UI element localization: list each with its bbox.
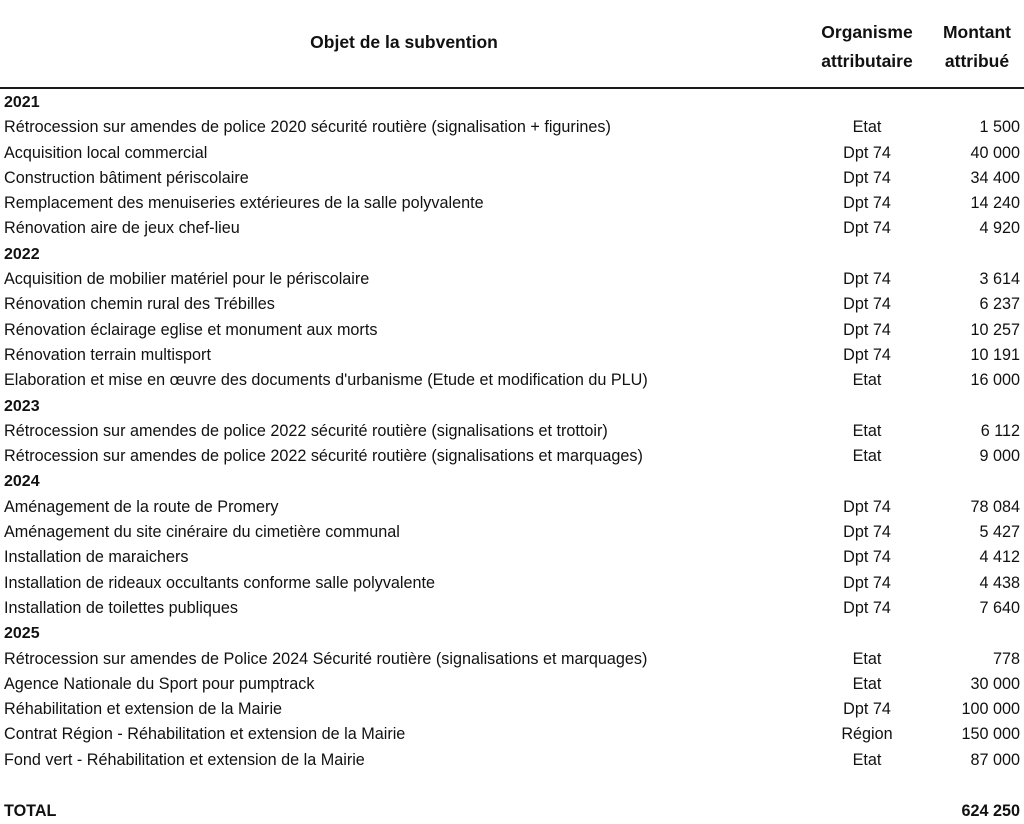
subsidy-object: Remplacement des menuiseries extérieures de la salle polyvalente (4, 194, 484, 213)
subsidy-organism: Etat (852, 649, 882, 668)
table-row (0, 444, 1024, 469)
year-group-row (0, 469, 1024, 494)
table-row (0, 318, 1024, 343)
subsidy-organism: Dpt 74 (843, 320, 891, 339)
subsidy-amount: 150 000 (961, 725, 1020, 744)
subsidy-amount: 87 000 (970, 750, 1020, 769)
year-label: 2022 (4, 245, 40, 263)
subsidy-amount: 1 500 (979, 118, 1020, 137)
table-row (0, 722, 1024, 747)
total-amount: 624 250 (961, 802, 1020, 820)
subsidy-amount: 4 920 (979, 219, 1020, 238)
subsidy-object: Rétrocession sur amendes de Police 2024 Sécurité routière (signalisations et marquages) (4, 649, 648, 668)
subsidy-organism: Etat (852, 371, 882, 390)
subsidy-amount: 16 000 (970, 371, 1020, 390)
subsidy-organism: Dpt 74 (843, 548, 891, 567)
subsidy-organism: Dpt 74 (843, 168, 891, 187)
subsidy-amount: 6 112 (980, 421, 1020, 440)
table-row (0, 368, 1024, 393)
table-body (0, 90, 1024, 773)
header-object: Objet de la subvention (310, 32, 498, 52)
year-group-row (0, 242, 1024, 267)
year-group-row (0, 621, 1024, 646)
subsidy-organism: Etat (852, 421, 882, 440)
subsidy-organism: Région (841, 725, 893, 744)
header-divider (0, 87, 1024, 89)
table-row (0, 141, 1024, 166)
subsidy-organism: Dpt 74 (843, 598, 891, 617)
subsidy-organism: Etat (852, 674, 882, 693)
header-amount-line2: attribué (944, 51, 1010, 71)
subsidy-amount: 10 191 (970, 345, 1020, 364)
year-group-row (0, 90, 1024, 115)
table-row (0, 292, 1024, 317)
header-organism-line2: attributaire (821, 51, 913, 71)
subsidy-object: Acquisition local commercial (4, 143, 208, 162)
table-row (0, 115, 1024, 140)
subsidy-organism: Dpt 74 (843, 700, 891, 719)
subsidy-object: Acquisition de mobilier matériel pour le périscolaire (4, 270, 370, 289)
table-row (0, 545, 1024, 570)
subsidy-amount: 30 000 (970, 674, 1020, 693)
subsidy-object: Rétrocession sur amendes de police 2020 sécurité routière (signalisation + figurines) (4, 118, 611, 137)
subsidy-amount: 3 614 (979, 270, 1020, 289)
subsidy-object: Rétrocession sur amendes de police 2022 sécurité routière (signalisations et marquages) (4, 447, 643, 466)
table-header (0, 0, 1024, 88)
subsidy-object: Elaboration et mise en œuvre des documents d'urbanisme (Etude et modification du PLU) (4, 371, 648, 390)
subsidy-organism: Dpt 74 (843, 143, 891, 162)
year-label: 2023 (4, 397, 40, 415)
subsidy-amount: 778 (992, 649, 1020, 668)
subsidy-amount: 9 000 (979, 447, 1020, 466)
header-amount-line1: Montant (942, 22, 1012, 42)
subsidy-organism: Etat (852, 118, 882, 137)
header-organism (806, 18, 928, 76)
table-row (0, 697, 1024, 722)
subsidy-amount: 100 000 (961, 700, 1020, 719)
table-row (0, 647, 1024, 672)
subsidy-amount: 4 412 (979, 548, 1020, 567)
subsidy-organism: Dpt 74 (843, 270, 891, 289)
table-row (0, 419, 1024, 444)
subsidy-organism: Dpt 74 (843, 573, 891, 592)
subsidy-organism: Dpt 74 (843, 345, 891, 364)
subsidy-object: Contrat Région - Réhabilitation et extension de la Mairie (4, 725, 406, 744)
subsidy-object: Rénovation chemin rural des Trébilles (4, 295, 275, 314)
subsidy-amount: 5 427 (979, 523, 1020, 542)
subsidy-organism: Dpt 74 (843, 497, 891, 516)
subsidy-amount: 78 084 (970, 497, 1020, 516)
subsidy-object: Installation de maraichers (4, 548, 189, 567)
table-row (0, 495, 1024, 520)
total-label: TOTAL (4, 802, 57, 820)
subsidy-object: Réhabilitation et extension de la Mairie (4, 700, 283, 719)
subsidy-object: Rénovation terrain multisport (4, 345, 211, 364)
table-row (0, 343, 1024, 368)
subsidy-amount: 14 240 (970, 194, 1020, 213)
table-row (0, 191, 1024, 216)
subsidy-object: Construction bâtiment périscolaire (4, 168, 249, 187)
subsidy-object: Agence Nationale du Sport pour pumptrack (4, 674, 315, 693)
table-row (0, 520, 1024, 545)
year-group-row (0, 394, 1024, 419)
subsidy-object: Rétrocession sur amendes de police 2022 sécurité routière (signalisations et trottoir) (4, 421, 608, 440)
subsidy-amount: 6 237 (979, 295, 1020, 314)
subsidy-object: Installation de rideaux occultants conforme salle polyvalente (4, 573, 436, 592)
subsidy-organism: Etat (852, 447, 882, 466)
subsidy-organism: Dpt 74 (843, 523, 891, 542)
year-label: 2021 (4, 94, 40, 111)
table-row (0, 166, 1024, 191)
year-label: 2024 (4, 473, 40, 491)
subsidy-amount: 40 000 (970, 143, 1020, 162)
subsidy-object: Fond vert - Réhabilitation et extension de la Mairie (4, 750, 365, 769)
subsidy-amount: 4 438 (979, 573, 1020, 592)
year-label: 2025 (4, 625, 40, 643)
subsidy-organism: Dpt 74 (843, 295, 891, 314)
subsidy-object: Rénovation aire de jeux chef-lieu (4, 219, 240, 238)
subsidy-organism: Dpt 74 (843, 194, 891, 213)
subsidy-object: Aménagement du site cinéraire du cimetière communal (4, 523, 400, 542)
table-row (0, 216, 1024, 241)
subsidy-amount: 7 640 (979, 598, 1020, 617)
total-row (0, 799, 1024, 824)
header-amount (930, 18, 1024, 76)
header-organism-line1: Organisme (821, 22, 913, 42)
table-row (0, 748, 1024, 773)
table-row (0, 267, 1024, 292)
table-row (0, 596, 1024, 621)
table-row (0, 571, 1024, 596)
subsidy-organism: Dpt 74 (843, 219, 891, 238)
table-row (0, 672, 1024, 697)
subsidy-amount: 10 257 (970, 320, 1020, 339)
subsidy-amount: 34 400 (970, 168, 1020, 187)
subsidy-object: Rénovation éclairage eglise et monument aux morts (4, 320, 378, 339)
subsidy-object: Installation de toilettes publiques (4, 598, 238, 617)
subsidy-object: Aménagement de la route de Promery (4, 497, 279, 516)
subsidy-organism: Etat (852, 750, 882, 769)
